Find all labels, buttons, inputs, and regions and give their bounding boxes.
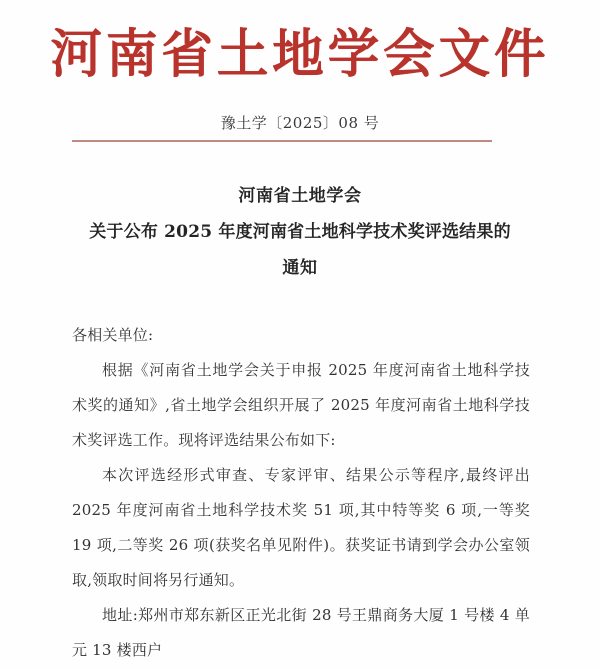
red-header-divider (72, 140, 492, 142)
body-paragraph-1: 根据《河南省土地学会关于申报 2025 年度河南省土地科学技术奖的通知》,省土地学会组织开展了 2025 年度河南省土地科学技术奖评选工作。现将评选结果公布如下: (72, 361, 530, 449)
masthead-title: 河南省土地学会文件 (50, 24, 550, 85)
body-paragraph-address: 地址:郑州市郑东新区正光北街 28 号王鼎商务大厦 1 号楼 4 单元 13 楼西户 (72, 606, 530, 659)
page-title-line-2: 关于公布 2025 年度河南省土地科学技术奖评选结果的 (89, 222, 511, 242)
document-title-block (72, 178, 528, 286)
page-title-line-3: 通知 (282, 258, 318, 278)
body-salutation: 各相关单位: (72, 326, 154, 344)
masthead (0, 22, 600, 88)
document-body (72, 318, 530, 668)
document-serial-number: 豫土学〔2025〕08 号 (220, 114, 380, 132)
body-paragraph-2: 本次评选经形式审查、专家评审、结果公示等程序,最终评出 2025 年度河南省土地科学技术奖 51 项,其中特等奖 6 项,一等奖 19 项,二等奖 26 项(获奖名单见附件)。获奖证书请到学会办公室领取,领取时间将另行通知。 (72, 466, 530, 589)
page-title-line-1: 河南省土地学会 (238, 186, 362, 206)
